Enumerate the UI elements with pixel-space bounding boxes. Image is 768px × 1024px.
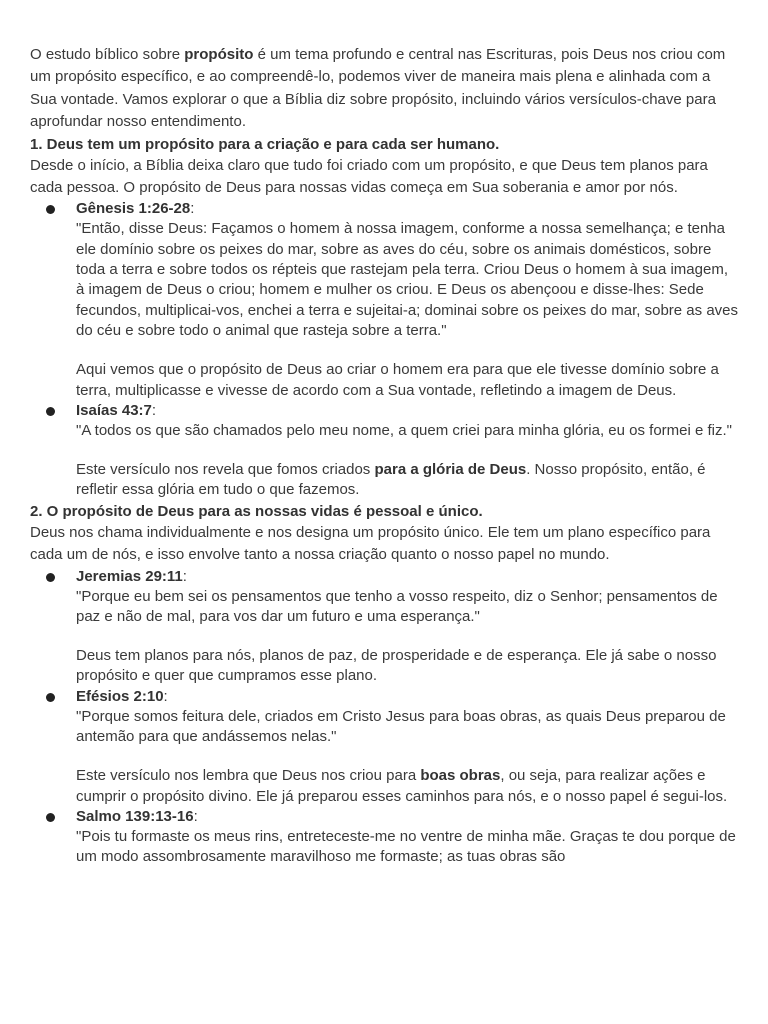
bullet-icon [46, 813, 55, 822]
section-1-list [30, 199, 738, 500]
comment-text: Este versículo nos lembra que Deus nos criou para [76, 767, 421, 785]
section-2-list [30, 567, 738, 868]
verse-quote: "A todos os que são chamados pelo meu nome, a quem criei para minha glória, eu os formei e fiz." [76, 421, 733, 439]
bullet-icon [46, 205, 55, 214]
verse-reference-title: Gênesis 1:26-28 [76, 200, 191, 218]
section-2-heading: 2. O propósito de Deus para as nossas vidas é pessoal e único. [30, 502, 483, 520]
comment-text: Este versículo nos revela que fomos criados [76, 461, 375, 479]
section-1-heading: 1. Deus tem um propósito para a criação e para cada ser humano. [30, 135, 500, 153]
verse-quote: "Então, disse Deus: Façamos o homem à nossa imagem, conforme a nossa semelhança; e tenha ele domínio sobre os peixes do mar, sobre as aves do céu, sobre os animais domésticos, sobre toda a terra e sobre todos os répteis que rastejam pela terra. Criou Deus o homem à sua imagem, à imagem de Deus o criou; homem e mulher os criou. E Deus os abençoou e disse-lhes: Sede fecundos, multiplicai-vos, enchei a terra e sujeitai-a; dominai sobre os peixes do mar, sobre as aves do céu e sobre todo o animal que rasteja sobre a terra." [76, 220, 738, 339]
bullet-icon [46, 693, 55, 702]
comment-bold: para a glória de Deus [374, 461, 527, 479]
intro-bold-term: propósito [184, 46, 254, 63]
list-item [30, 687, 738, 807]
verse-reference-title: Isaías 43:7 [76, 401, 152, 419]
verse-reference [76, 567, 738, 587]
colon: : [193, 807, 198, 825]
verse-comment [76, 460, 738, 501]
verse-comment: Deus tem planos para nós, planos de paz, de prosperidade e de esperança. Ele já sabe o nosso propósito e quer que cumpramos esse plano. [76, 647, 717, 685]
colon: : [151, 401, 157, 419]
verse-comment [76, 766, 738, 807]
verse-reference [76, 807, 738, 827]
comment-bold: boas obras [420, 767, 501, 785]
section-2-text: Deus nos chama individualmente e nos designa um propósito único. Ele tem um plano específico para cada um de nós, e isso envolve tanto a nossa criação quanto o nosso papel no mundo. [30, 523, 711, 564]
list-item [30, 401, 738, 501]
colon: : [190, 200, 195, 218]
verse-reference-title: Efésios 2:10 [76, 687, 164, 705]
verse-reference [76, 687, 738, 707]
list-item [30, 199, 738, 400]
verse-reference-title: Jeremias 29:11 [76, 567, 183, 585]
intro-text-rest: é um tema profundo e central nas Escrituras, pois Deus nos criou com um propósito específico, e ao compreendê-lo, podemos viver de maneira mais plena e alinhada com a Sua vontade. Vamos explorar o que a Bíblia diz sobre propósito, incluindo vários versículos-chave para aprofundar nosso entendimento. [30, 46, 726, 131]
verse-reference-title: Salmo 139:13-16 [76, 807, 194, 825]
list-item [30, 567, 738, 687]
comment-text-rest: . Nosso propósito, então, é refletir essa glória em tudo o que fazemos. [76, 461, 706, 499]
verse-reference [76, 401, 738, 421]
bullet-icon [46, 573, 55, 582]
colon: : [182, 567, 187, 585]
verse-quote: "Pois tu formaste os meus rins, entreteceste-me no ventre de minha mãe. Graças te dou porque de um modo assombrosamente maravilhoso me formaste; as tuas obras são [76, 827, 736, 866]
intro-paragraph [30, 44, 738, 134]
comment-text-rest: , ou seja, para realizar ações e cumprir o propósito divino. Ele já preparou esses caminhos para nós, e o nosso papel é segui-los. [76, 767, 728, 805]
verse-quote: "Porque eu bem sei os pensamentos que tenho a vosso respeito, diz o Senhor; pensamentos de paz e não de mal, para vos dar um futuro e uma esperança." [76, 587, 718, 625]
verse-quote: "Porque somos feitura dele, criados em Cristo Jesus para boas obras, as quais Deus preparou de antemão para que andássemos nelas." [76, 707, 726, 745]
bullet-icon [46, 407, 55, 416]
colon: : [163, 687, 168, 705]
verse-comment: Aqui vemos que o propósito de Deus ao criar o homem era para que ele tivesse domínio sobre a terra, multiplicasse e vivesse de acordo com a Sua vontade, refletindo a imagem de Deus. [76, 361, 719, 399]
list-item [30, 807, 738, 868]
intro-text: O estudo bíblico sobre [30, 46, 185, 63]
section-1-text: Desde o início, a Bíblia deixa claro que tudo foi criado com um propósito, e que Deus tem planos para cada pessoa. O propósito de Deus para nossas vidas começa em Sua soberania e amor por nós. [30, 156, 708, 197]
verse-reference [76, 199, 738, 219]
